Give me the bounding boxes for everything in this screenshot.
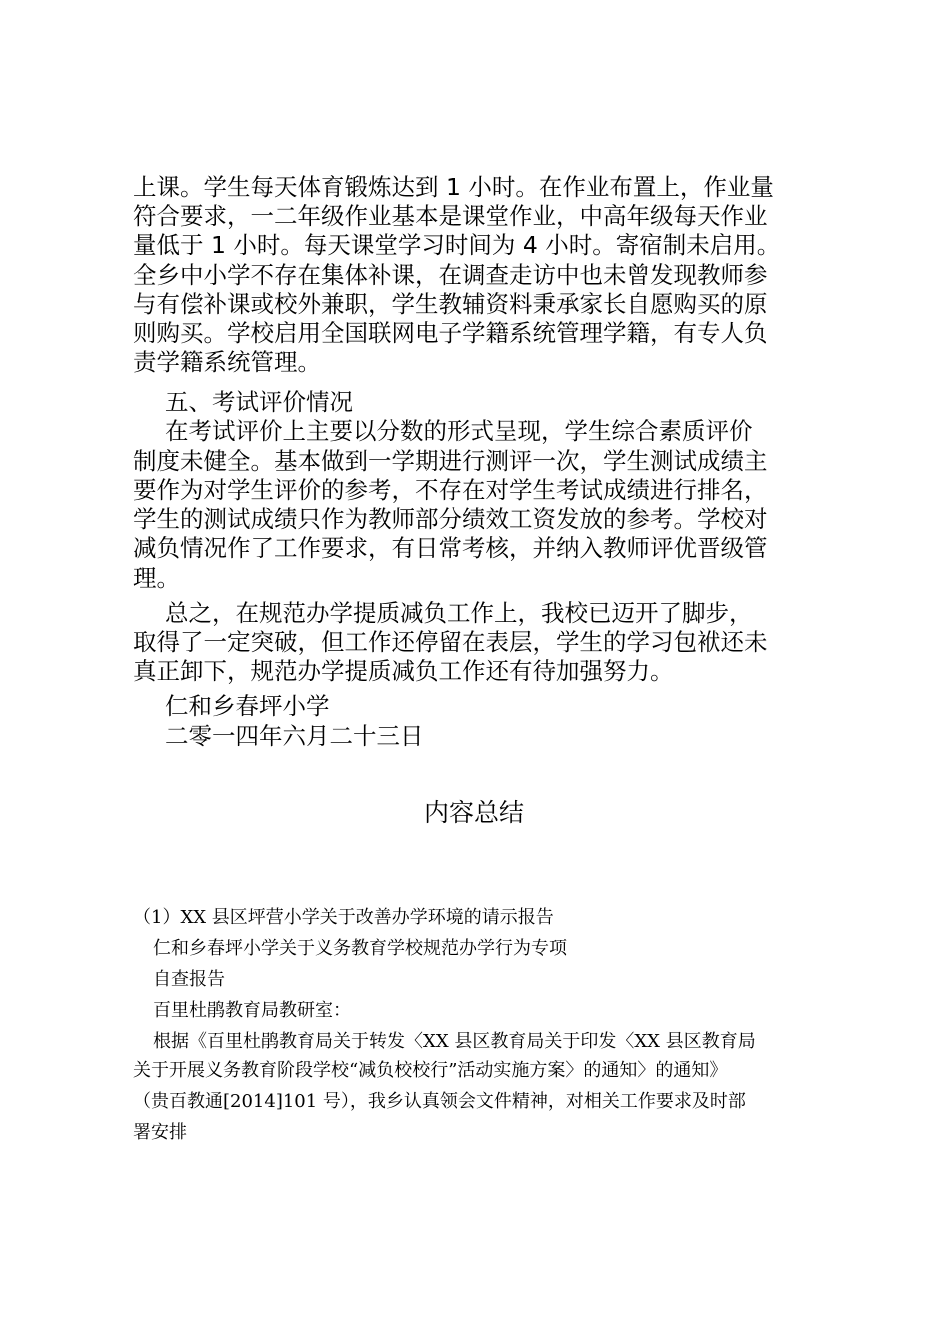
summary-paragraph-line: 百里杜鹃教育局教研室： xyxy=(153,1000,351,1021)
body-paragraph-line: 符合要求，一二年级作业基本是课堂作业，中高年级每天作业 xyxy=(133,202,768,230)
body-paragraph-line: 上课。学生每天体育锻炼达到 1 小时。在作业布置上，作业量 xyxy=(133,173,774,201)
body-paragraph-line: 真正卸下，规范办学提质减负工作还有待加强努力。 xyxy=(133,657,674,685)
body-paragraph-line: 要作为对学生评价的参考，不存在对学生考试成绩进行排名， xyxy=(133,476,768,504)
summary-paragraph-line: 自查报告 xyxy=(153,969,225,990)
body-paragraph-line: 五、考试评价情况 xyxy=(165,388,353,416)
body-paragraph-line: 量低于 1 小时。每天课堂学习时间为 4 小时。寄宿制未启用。 xyxy=(133,231,781,259)
body-paragraph-line: 二零一四年六月二十三日 xyxy=(165,722,424,750)
body-paragraph-line: 理。 xyxy=(133,564,180,592)
body-paragraph-line: 学生的测试成绩只作为教师部分绩效工资发放的参考。学校对 xyxy=(133,505,768,533)
body-paragraph-line: 全乡中小学不存在集体补课，在调查走访中也未曾发现教师参 xyxy=(133,261,768,289)
body-paragraph-line: 减负情况作了工作要求，有日常考核，并纳入教师评优晋级管 xyxy=(133,534,768,562)
body-paragraph-line: 则购买。学校启用全国联网电子学籍系统管理学籍，有专人负 xyxy=(133,319,768,347)
body-paragraph-line: 总之，在规范办学提质减负工作上，我校已迈开了脚步， xyxy=(165,599,753,627)
body-paragraph-line: 取得了一定突破，但工作还停留在表层，学生的学习包袱还未 xyxy=(133,628,768,656)
body-paragraph-line: 在考试评价上主要以分数的形式呈现，学生综合素质评价 xyxy=(165,417,753,445)
summary-paragraph-line: 根据《百里杜鹃教育局关于转发〈XX 县区教育局关于印发〈XX 县区教育局 xyxy=(153,1031,756,1052)
summary-paragraph-line: 署安排 xyxy=(133,1122,187,1143)
body-paragraph-line: 制度未健全。基本做到一学期进行测评一次，学生测试成绩主 xyxy=(133,447,768,475)
body-paragraph-line: 仁和乡春坪小学 xyxy=(165,692,330,720)
summary-paragraph-line: （贵百教通[2014]101 号），我乡认真领会文件精神，对相关工作要求及时部 xyxy=(133,1091,746,1112)
summary-paragraph-line: 关于开展义务教育阶段学校“减负校校行”活动实施方案〉的通知〉的通知》 xyxy=(133,1060,728,1081)
body-paragraph-line: 与有偿补课或校外兼职，学生教辅资料秉承家长自愿购买的原 xyxy=(133,290,768,318)
body-paragraph-line: 责学籍系统管理。 xyxy=(133,348,321,376)
summary-paragraph-line: 仁和乡春坪小学关于义务教育学校规范办学行为专项 xyxy=(153,938,567,959)
summary-title: 内容总结 xyxy=(424,798,525,827)
summary-paragraph-line: （1）XX 县区坪营小学关于改善办学环境的请示报告 xyxy=(133,907,554,928)
